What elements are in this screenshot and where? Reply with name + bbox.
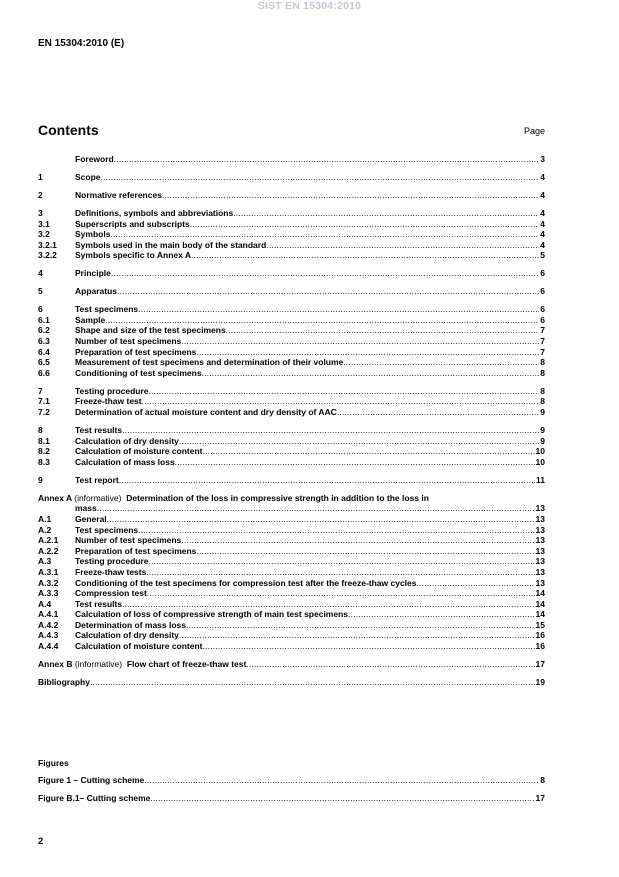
toc-entry[interactable]: [38, 641, 545, 652]
toc-entry[interactable]: [38, 425, 545, 436]
toc-entry-title: Superscripts and subscripts: [75, 218, 190, 229]
toc-entry-number: A.2.1: [38, 535, 59, 546]
toc-entry-annex-b[interactable]: Annex B (informative) Flow chart of freeze-thaw test ..... 17: [38, 659, 545, 670]
toc-entry-page: 7: [540, 336, 545, 347]
toc-entry-number: A.4.1: [38, 609, 59, 620]
toc-leader-dots: [147, 588, 535, 599]
figure-entry[interactable]: [38, 793, 545, 804]
toc-entry-page: 14: [535, 609, 545, 620]
toc-entry-page: 15: [535, 619, 545, 630]
toc-leader-dots: [101, 172, 540, 183]
toc-entry-number: 7.1: [38, 396, 50, 407]
toc-entry-title: Test results: [75, 425, 123, 435]
toc-leader-dots: [105, 315, 539, 326]
toc-leader-dots: [202, 368, 540, 379]
toc-entry-title: Freeze-thaw tests: [75, 566, 147, 577]
toc-entry-page: 9: [540, 425, 545, 435]
toc-leader-dots: [348, 609, 535, 620]
toc-entry[interactable]: [38, 286, 545, 297]
toc-entry[interactable]: [38, 268, 545, 279]
toc-entry-page: 3: [540, 154, 545, 164]
toc-entry-page: 14: [535, 588, 545, 599]
toc-entry-title: Determination of mass loss: [75, 619, 187, 630]
toc-entry[interactable]: [38, 630, 545, 641]
toc-entry-number: 6.2: [38, 325, 50, 336]
toc-entry-number: 3.1: [38, 218, 50, 229]
toc-leader-dots: [150, 793, 534, 804]
toc-entry-number: 8.3: [38, 456, 50, 467]
toc-leader-dots: [119, 475, 535, 486]
table-of-contents: [38, 154, 545, 688]
toc-entry-page: 6: [540, 314, 545, 325]
toc-entry-number: 7: [38, 385, 43, 396]
toc-entry-page: 4: [540, 218, 545, 229]
toc-entry-title: Test specimens: [75, 304, 139, 315]
toc-entry-number: 6.3: [38, 336, 50, 347]
toc-entry-page: 4: [540, 239, 545, 250]
toc-entry-number: 7.2: [38, 407, 50, 418]
toc-entry-title: Number of test specimens: [75, 336, 182, 347]
toc-entry[interactable]: [38, 315, 545, 326]
toc-entry-page: 16: [535, 630, 545, 641]
toc-entry-title: mass: [75, 503, 97, 514]
toc-entry-number: 3.2.2: [38, 250, 57, 261]
toc-entry-page: 8: [540, 367, 545, 378]
toc-entry-title: Symbols used in the main body of the standard: [75, 239, 267, 250]
toc-leader-dots: [144, 775, 539, 786]
toc-leader-dots: [191, 250, 539, 261]
toc-entry-title: Principle: [75, 268, 111, 279]
toc-entry[interactable]: [38, 609, 545, 620]
toc-entry-number: 2: [38, 189, 43, 200]
toc-entry-page: 10: [535, 456, 545, 467]
toc-entry-page: 8: [540, 385, 545, 396]
toc-leader-dots: [203, 446, 535, 457]
toc-leader-dots: [162, 190, 539, 201]
toc-leader-dots: [110, 229, 539, 240]
toc-entry[interactable]: [38, 578, 545, 589]
toc-leader-dots: [266, 240, 539, 251]
toc-entry-title: Testing procedure: [75, 556, 149, 567]
toc-entry-page: 7: [540, 325, 545, 336]
figure-entry-title: Figure 1 – Cutting scheme: [38, 775, 145, 785]
toc-leader-dots: [233, 208, 539, 219]
toc-entry-page: 5: [540, 250, 545, 261]
toc-entry-number: 6.4: [38, 346, 50, 357]
toc-entry-title: Definitions, symbols and abbreviations: [75, 207, 234, 218]
toc-entry[interactable]: [38, 407, 545, 418]
toc-entry[interactable]: [38, 535, 545, 546]
toc-entry-title: General: [75, 513, 107, 524]
toc-entry[interactable]: [38, 154, 545, 165]
toc-entry[interactable]: [38, 475, 545, 486]
toc-entry-page: 10: [535, 446, 545, 457]
toc-leader-dots: [343, 357, 539, 368]
toc-entry-number: A.3.1: [38, 566, 59, 577]
toc-leader-dots: [149, 556, 535, 567]
watermark: SIST EN 15304:2010: [257, 0, 362, 12]
toc-entry-number: 6: [38, 304, 43, 315]
toc-leader-dots: [142, 396, 540, 407]
toc-entry[interactable]: [38, 368, 545, 379]
toc-entry[interactable]: [38, 219, 545, 230]
toc-leader-dots: [337, 407, 539, 418]
toc-leader-dots: [122, 599, 534, 610]
toc-leader-dots: [179, 630, 535, 641]
toc-entry-page: 4: [540, 171, 545, 182]
toc-entry[interactable]: [38, 336, 545, 347]
toc-entry-number: A.2.2: [38, 545, 59, 556]
toc-entry-page: 13: [535, 503, 545, 514]
toc-entry-title: Calculation of loss of compressive strength of main test specimens: [75, 609, 349, 620]
toc-entry[interactable]: [38, 620, 545, 631]
toc-leader-dots: [122, 425, 539, 436]
toc-leader-dots: [146, 567, 534, 578]
toc-leader-dots: [179, 436, 539, 447]
toc-leader-dots: [196, 347, 539, 358]
toc-entry-page: 4: [540, 189, 545, 200]
toc-entry[interactable]: [38, 386, 545, 397]
toc-entry-annex-a-cont[interactable]: [38, 503, 545, 514]
toc-entry[interactable]: [38, 190, 545, 201]
toc-entry-title: Calculation of moisture content: [75, 446, 203, 457]
toc-entry-page: 13: [535, 513, 545, 524]
toc-entry[interactable]: [38, 347, 545, 358]
toc-entry[interactable]: [38, 588, 545, 599]
toc-entry-number: 6.1: [38, 314, 50, 325]
page-column-label: Page: [523, 126, 545, 136]
toc-entry[interactable]: [38, 304, 545, 315]
toc-entry[interactable]: [38, 599, 545, 610]
toc-leader-dots: [138, 304, 539, 315]
page-number: 2: [38, 836, 44, 847]
toc-leader-dots: [138, 525, 534, 536]
toc-entry-page: 16: [535, 641, 545, 652]
toc-entry-page: 13: [535, 566, 545, 577]
figure-entry-page: 8: [540, 775, 545, 785]
toc-entry-number: 3: [38, 207, 43, 218]
toc-leader-dots: [107, 514, 535, 525]
toc-entry-number: 3.2: [38, 229, 50, 240]
toc-entry-page: 13: [535, 535, 545, 546]
toc-entry-title: Test results: [75, 598, 123, 609]
toc-entry-title: Foreword: [75, 154, 114, 164]
toc-entry-title: Shape and size of the test specimens: [75, 325, 226, 336]
toc-entry-title: Normative references: [75, 189, 162, 200]
toc-entry-page: 19: [535, 677, 545, 688]
toc-entry-title: Symbols specific to Annex A: [75, 250, 192, 261]
toc-entry-page: 13: [535, 556, 545, 567]
toc-leader-dots: [203, 641, 535, 652]
toc-leader-dots: [226, 325, 540, 336]
toc-entry-page: 4: [540, 229, 545, 240]
toc-entry-number: 6.5: [38, 357, 50, 368]
toc-leader-dots: [417, 578, 535, 589]
toc-entry-title: Determination of actual moisture content and dry density of AAC: [75, 407, 337, 418]
toc-entry-title: Calculation of dry density: [75, 435, 179, 446]
toc-entry-title: Symbols: [75, 229, 111, 240]
toc-entry-page: 17: [535, 659, 545, 670]
document-id: EN 15304:2010 (E): [38, 38, 125, 49]
toc-entry-title: Apparatus: [75, 286, 118, 297]
toc-entry-title: Calculation of dry density: [75, 630, 179, 641]
toc-leader-dots: [190, 219, 539, 230]
toc-entry-number: 8: [38, 425, 43, 435]
toc-leader-dots: [196, 546, 534, 557]
toc-entry-title: Testing procedure: [75, 385, 149, 396]
toc-entry[interactable]: [38, 208, 545, 219]
toc-entry-number: A.4.4: [38, 641, 59, 652]
toc-entry-title: Freeze-thaw test: [75, 396, 142, 407]
figure-entry-title: Figure B.1– Cutting scheme: [38, 792, 151, 803]
toc-entry-page: 14: [535, 598, 545, 609]
figures-heading: Figures: [38, 758, 69, 768]
figure-entry-page: 17: [535, 792, 545, 803]
toc-entry-title: Calculation of moisture content: [75, 641, 203, 652]
toc-entry-page: 6: [540, 304, 545, 315]
toc-leader-dots: [149, 386, 540, 397]
toc-entry-title: Sample: [75, 314, 106, 325]
toc-entry[interactable]: [38, 546, 545, 557]
toc-leader-dots: [181, 535, 534, 546]
toc-entry-number: A.1: [38, 513, 52, 524]
toc-entry-number: 6.6: [38, 367, 50, 378]
toc-entry-number: 8.1: [38, 435, 50, 446]
toc-entry[interactable]: [38, 357, 545, 368]
toc-entry[interactable]: [38, 446, 545, 457]
toc-entry[interactable]: [38, 436, 545, 447]
toc-leader-dots: [186, 620, 535, 631]
toc-entry-number: A.4.3: [38, 630, 59, 641]
toc-entry-page: 9: [540, 435, 545, 446]
toc-entry-page: 11: [536, 474, 545, 485]
toc-entry-number: 5: [38, 286, 43, 297]
toc-entry-page: 8: [540, 396, 545, 407]
toc-annex-a-section: [38, 514, 545, 652]
toc-main-section: [38, 154, 545, 485]
toc-entry-number: 1: [38, 171, 43, 182]
toc-leader-dots: [117, 286, 539, 297]
toc-entry[interactable]: [38, 229, 545, 240]
toc-leader-dots: [114, 154, 540, 165]
toc-entry[interactable]: [38, 250, 545, 261]
toc-entry-number: 9: [38, 474, 43, 485]
toc-entry-title: Conditioning of test specimens: [75, 367, 202, 378]
toc-entry-page: 6: [540, 268, 545, 279]
toc-entry-page: 8: [540, 357, 545, 368]
toc-entry-title: Test specimens: [75, 524, 139, 535]
toc-entry-number: 8.2: [38, 446, 50, 457]
toc-entry[interactable]: [38, 556, 545, 567]
toc-entry-page: 7: [540, 346, 545, 357]
toc-entry-number: 3.2.1: [38, 239, 57, 250]
toc-leader-dots: [175, 457, 535, 468]
toc-entry[interactable]: [38, 396, 545, 407]
toc-entry-bibliography[interactable]: [38, 677, 545, 688]
toc-entry-title: Calculation of mass loss: [75, 456, 175, 467]
toc-entry-title: Conditioning of the test specimens for compression test after the freeze-thaw cycles: [75, 577, 417, 588]
toc-entry[interactable]: [38, 525, 545, 536]
figures-list: [38, 775, 545, 811]
toc-entry-number: A.2: [38, 524, 52, 535]
toc-entry-title: Compression test: [75, 588, 147, 599]
toc-entry-title: Scope: [75, 171, 101, 182]
toc-entry[interactable]: [38, 567, 545, 578]
toc-entry-page: 4: [540, 207, 545, 218]
toc-entry[interactable]: [38, 514, 545, 525]
toc-entry-page: 13: [535, 577, 545, 588]
toc-entry-title: Preparation of test specimens: [75, 346, 197, 357]
toc-entry[interactable]: [38, 240, 545, 251]
toc-entry-title: Number of test specimens: [75, 535, 182, 546]
toc-entry-title: Preparation of test specimens: [75, 545, 197, 556]
toc-leader-dots: [181, 336, 539, 347]
figure-entry[interactable]: [38, 775, 545, 786]
toc-entry-number: A.3.3: [38, 588, 59, 599]
toc-entry-title: Test report: [75, 474, 119, 485]
toc-entry-annex-a[interactable]: Annex A (informative) Determination of the loss in compressive strength in addition to the loss in: [38, 492, 429, 503]
toc-entry-number: A.3: [38, 556, 52, 567]
contents-title: Contents: [38, 122, 99, 138]
toc-leader-dots: [111, 268, 539, 279]
toc-entry-page: 13: [535, 524, 545, 535]
toc-entry-number: A.4: [38, 598, 52, 609]
toc-entry[interactable]: [38, 172, 545, 183]
toc-entry-number: A.4.2: [38, 619, 59, 630]
toc-entry-number: A.3.2: [38, 577, 59, 588]
toc-entry[interactable]: [38, 457, 545, 468]
toc-entry-title: Measurement of test specimens and determination of their volume: [75, 357, 344, 368]
toc-entry[interactable]: [38, 325, 545, 336]
toc-entry-page: 13: [535, 545, 545, 556]
toc-entry-page: 6: [540, 286, 545, 297]
toc-entry-number: 4: [38, 268, 43, 279]
toc-entry-page: 9: [540, 407, 545, 418]
toc-entry-title: Bibliography: [38, 677, 90, 688]
